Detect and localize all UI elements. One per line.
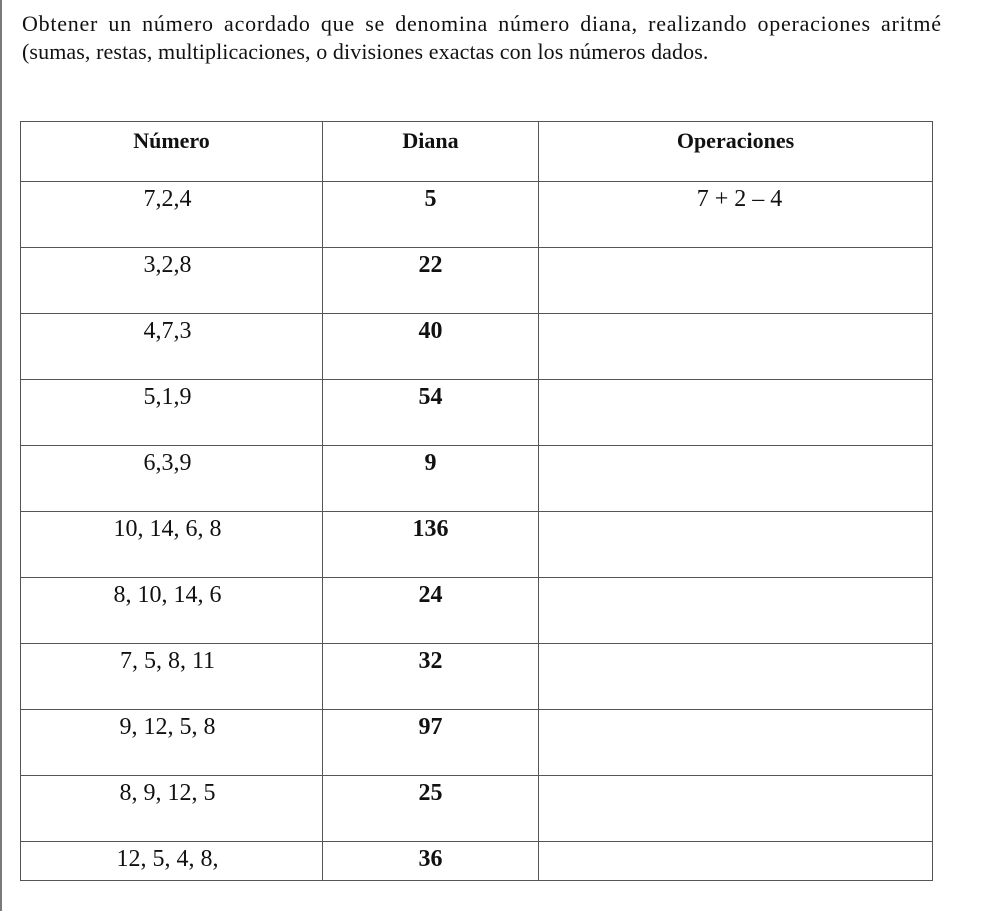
target-cell: 136 [323,512,539,578]
table-row [21,578,933,644]
target-cell: 5 [323,182,539,248]
numbers-cell: 6,3,9 [21,446,323,512]
instructions-line-2: (sumas, restas, multiplicaciones, o divisiones exactas con los números dados. [22,39,709,64]
table-row [21,314,933,380]
operations-cell[interactable] [539,248,933,314]
table-row [21,710,933,776]
numbers-cell: 3,2,8 [21,248,323,314]
operations-cell[interactable] [539,842,933,881]
instructions-paragraph [22,10,986,66]
operations-cell[interactable] [539,446,933,512]
header-operaciones: Operaciones [539,122,933,182]
target-cell: 97 [323,710,539,776]
header-diana: Diana [323,122,539,182]
instructions-line-1: Obtener un número acordado que se denomina número diana, realizando operaciones aritmé [22,11,942,36]
numbers-cell: 7, 5, 8, 11 [21,644,323,710]
table-header-row [21,122,933,182]
numbers-cell: 12, 5, 4, 8, [21,842,323,881]
target-cell: 22 [323,248,539,314]
target-cell: 25 [323,776,539,842]
target-cell: 9 [323,446,539,512]
target-cell: 24 [323,578,539,644]
table-row [21,776,933,842]
left-margin-rule [0,0,2,911]
operations-cell[interactable] [539,644,933,710]
operations-cell[interactable] [539,578,933,644]
operations-cell[interactable] [539,512,933,578]
numbers-cell: 8, 9, 12, 5 [21,776,323,842]
table-row [21,842,933,881]
target-cell: 40 [323,314,539,380]
target-cell: 32 [323,644,539,710]
table-row [21,446,933,512]
numbers-cell: 7,2,4 [21,182,323,248]
operations-cell[interactable] [539,380,933,446]
table-row [21,182,933,248]
operations-cell[interactable] [539,710,933,776]
numbers-cell: 4,7,3 [21,314,323,380]
operations-cell[interactable] [539,776,933,842]
numbers-cell: 9, 12, 5, 8 [21,710,323,776]
table-row [21,380,933,446]
numbers-cell: 5,1,9 [21,380,323,446]
table-row [21,248,933,314]
target-cell: 36 [323,842,539,881]
operations-cell[interactable] [539,314,933,380]
numbers-cell: 8, 10, 14, 6 [21,578,323,644]
diana-table [20,121,933,881]
header-numero: Número [21,122,323,182]
table-row [21,512,933,578]
target-cell: 54 [323,380,539,446]
numbers-cell: 10, 14, 6, 8 [21,512,323,578]
operations-cell[interactable]: 7 + 2 – 4 [539,182,933,248]
table-row [21,644,933,710]
